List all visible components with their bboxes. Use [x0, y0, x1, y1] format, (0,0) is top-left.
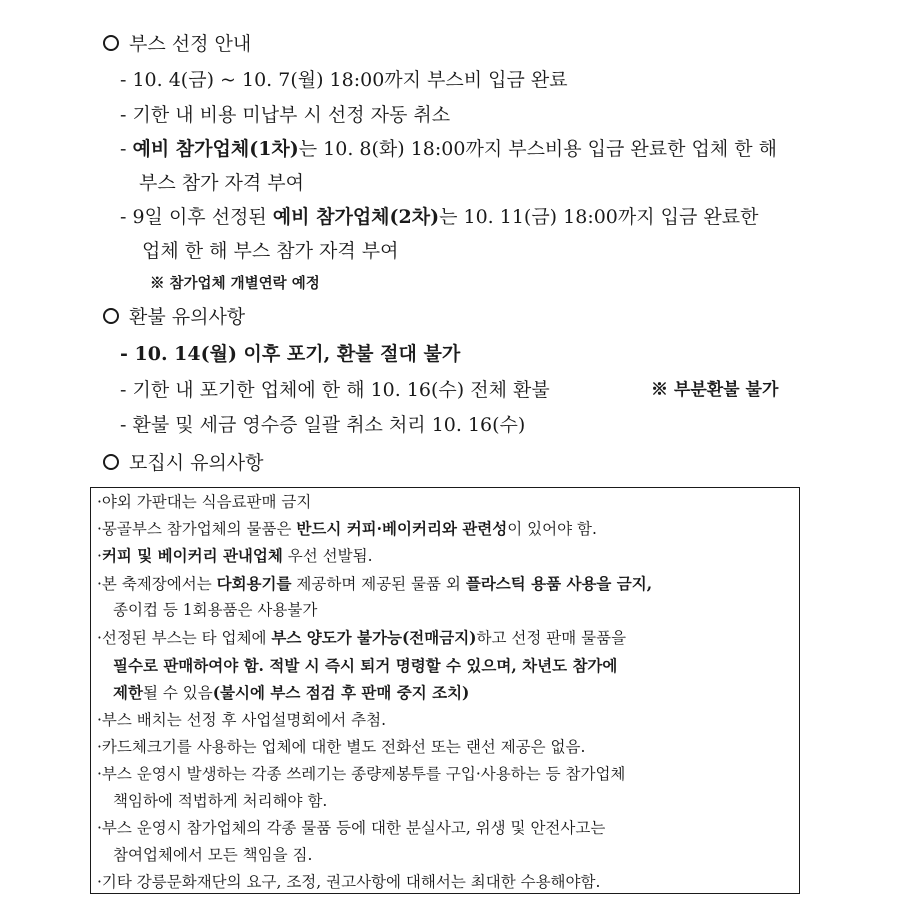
section-refund-title: 환불 유의사항	[103, 305, 245, 329]
box-line: ·카드체크기를 사용하는 업체에 대한 별도 전화선 또는 랜선 제공은 없음.	[97, 738, 586, 756]
box-line: 제한될 수 있음(불시에 부스 점검 후 판매 중지 조치)	[113, 683, 470, 702]
box-line: ·야외 가판대는 식음료판매 금지	[97, 493, 312, 511]
refund-item-no-refund: - 10. 14(월) 이후 포기, 환불 절대 불가	[120, 343, 461, 365]
box-line: ·부스 배치는 선정 후 사업설명회에서 추첨.	[97, 711, 387, 729]
box-line: ·몽골부스 참가업체의 물품은 반드시 커피·베이커리와 관련성이 있어야 함.	[97, 519, 597, 538]
circle-bullet-icon	[103, 35, 119, 51]
box-line: 종이컵 등 1회용품은 사용불가	[113, 601, 318, 619]
booth-item-reserve-1: - 예비 참가업체(1차)는 10. 8(화) 18:00까지 부스비용 입금 완료한 업체 한 해	[120, 138, 778, 160]
refund-item-receipt-cancel: - 환불 및 세금 영수증 일괄 취소 처리 10. 16(수)	[120, 414, 526, 436]
booth-item-reserve-1-cont: 부스 참가 자격 부여	[139, 172, 304, 194]
box-line: ·커피 및 베이커리 관내업체 우선 선발됨.	[97, 546, 373, 565]
circle-bullet-icon	[103, 308, 119, 324]
section-recruit-title: 모집시 유의사항	[103, 451, 264, 475]
section-booth-selection-title: 부스 선정 안내	[103, 32, 251, 56]
box-line: ·기타 강릉문화재단의 요구, 조정, 권고사항에 대해서는 최대한 수용해야함.	[97, 873, 601, 891]
booth-item-payment: - 10. 4(금) ~ 10. 7(월) 18:00까지 부스비 입금 완료	[120, 69, 568, 91]
booth-item-reserve-2: - 9일 이후 선정된 예비 참가업체(2차)는 10. 11(금) 18:00까지 입금 완료한	[120, 206, 759, 228]
refund-item-full-refund: - 기한 내 포기한 업체에 한 해 10. 16(수) 전체 환불	[120, 379, 550, 401]
box-line: 참여업체에서 모든 책임을 짐.	[113, 846, 313, 864]
box-line: ·부스 운영시 발생하는 각종 쓰레기는 종량제봉투를 구입·사용하는 등 참가업체	[97, 765, 626, 783]
booth-item-reserve-2-cont: 업체 한 해 부스 참가 자격 부여	[142, 240, 399, 262]
circle-bullet-icon	[103, 454, 119, 470]
box-line: ·본 축제장에서는 다회용기를 제공하며 제공된 물품 외 플라스틱 용품 사용을 금지,	[97, 574, 653, 593]
booth-item-auto-cancel: - 기한 내 비용 미납부 시 선정 자동 취소	[120, 104, 451, 126]
booth-contact-note: ※ 참가업체 개별연락 예정	[150, 275, 320, 292]
box-line: 책임하에 적법하게 처리해야 함.	[113, 792, 328, 810]
box-line: 필수로 판매하여야 함. 적발 시 즉시 퇴거 명령할 수 있으며, 차년도 참가에	[113, 656, 618, 675]
refund-partial-note: ※ 부분환불 불가	[651, 380, 779, 400]
box-line: ·부스 운영시 참가업체의 각종 물품 등에 대한 분실사고, 위생 및 안전사고는	[97, 819, 606, 837]
box-line: ·선정된 부스는 타 업체에 부스 양도가 불가능(전매금지)하고 선정 판매 물품을	[97, 628, 627, 647]
